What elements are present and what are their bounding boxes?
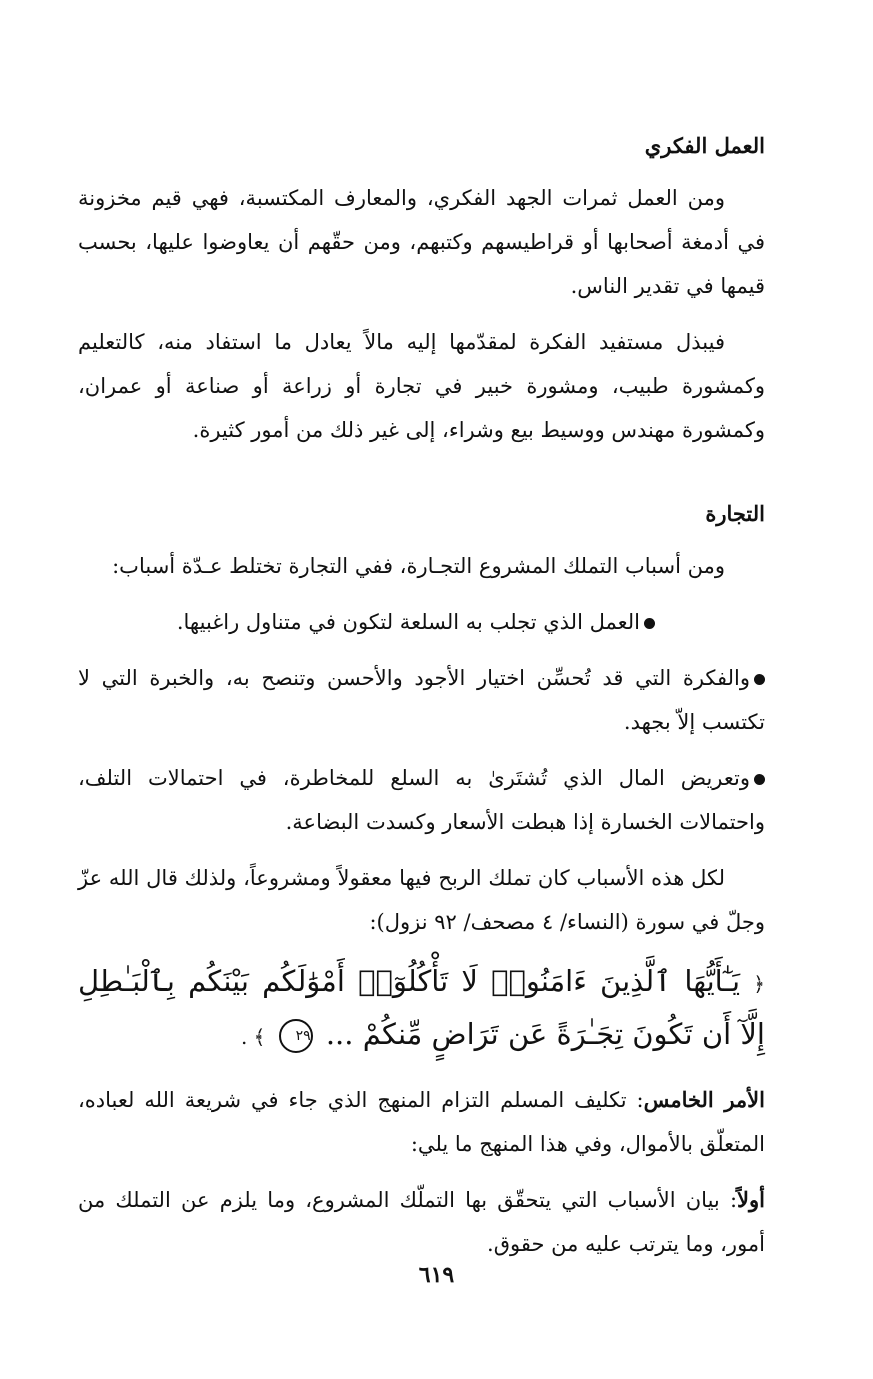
section-heading-trade: التجارة bbox=[705, 501, 765, 526]
first-label: أولاً bbox=[737, 1187, 765, 1212]
bullet-dot-icon bbox=[754, 674, 765, 685]
verse-open-bracket: ﴿ bbox=[753, 972, 765, 996]
paragraph-first bbox=[78, 1178, 765, 1266]
bullet-text: والفكرة التي قد تُحسِّن اختيار الأجود والأحسن وتنصح به، والخبرة التي لا تكتسب إلاّ بجهد. bbox=[78, 666, 765, 734]
page-body bbox=[78, 118, 765, 1278]
paragraph-fifth-matter bbox=[78, 1078, 765, 1166]
paragraph-intellectual-work-1: ومن العمل ثمرات الجهد الفكري، والمعارف المكتسبة، فهي قيم مخزونة في أدمغة أصحابها أو قراطيسهم وكتبهم، ومن حقّهم أن يعاوضوا عليها، بحسب قيمها في تقدير الناس. bbox=[78, 186, 765, 298]
verse-close-bracket: ﴾ . bbox=[240, 1025, 266, 1049]
verse-number-badge: ٢٩ bbox=[279, 1019, 313, 1053]
section-spacer bbox=[78, 464, 765, 486]
paragraph-intellectual-work-2: فيبذل مستفيد الفكرة لمقدّمها إليه مالاً يعادل ما استفاد منه، كالتعليم وكمشورة طبيب، ومشورة خبير في تجارة أو زراعة أو صناعة أو عمران، وكمشورة مهندس ووسيط بيع وشراء، إلى غير ذلك من أمور كثيرة. bbox=[78, 330, 765, 442]
first-text: : بيان الأسباب التي يتحقّق بها التملّك المشروع، وما يلزم عن التملك من أمور، وما يترتب عليه من حقوق. bbox=[78, 1188, 765, 1256]
verse-text: يَـٰٓأَيُّهَا ٱلَّذِينَ ءَامَنُوا۟ لَا تَأْكُلُوٓا۟ أَمْوَٰلَكُم بَيْنَكُم بِٱلْبَـٰطِلِ إِلَّآ أَن تَكُونَ تِجَـٰرَةً عَن تَرَاضٍ مِّنكُمْ ... bbox=[78, 964, 765, 1051]
paragraph-trade-intro: ومن أسباب التملك المشروع التجـارة، ففي التجارة تختلط عـدّة أسباب: bbox=[112, 554, 725, 578]
bullet-item bbox=[78, 656, 765, 744]
paragraph-trade-conclusion: لكل هذه الأسباب كان تملك الربح فيها معقولاً ومشروعاً، ولذلك قال الله عزّ وجلّ في سورة (النساء/ ٤ مصحف/ ٩٢ نزول): bbox=[78, 866, 765, 934]
fifth-matter-label: الأمر الخامس bbox=[643, 1087, 765, 1112]
bullet-item bbox=[78, 756, 765, 844]
quran-verse bbox=[78, 956, 765, 1062]
fifth-matter-text: : تكليف المسلم التزام المنهج الذي جاء في شريعة الله لعباده، المتعلّق بالأموال، وفي هذا المنهج ما يلي: bbox=[78, 1088, 765, 1156]
bullet-dot-icon bbox=[754, 774, 765, 785]
bullet-text: وتعريض المال الذي تُشتَرىٰ به السلع للمخاطرة، في احتمالات التلف، واحتمالات الخسارة إذا هبطت الأسعار وكسدت البضاعة. bbox=[78, 766, 765, 834]
page-number: ٦١٩ bbox=[418, 1262, 455, 1288]
bullet-dot-icon bbox=[644, 618, 655, 629]
section-heading-intellectual-work: العمل الفكري bbox=[644, 133, 765, 158]
bullet-text: العمل الذي تجلب به السلعة لتكون في متناول راغبيها. bbox=[176, 610, 640, 634]
bullet-item bbox=[78, 600, 765, 644]
